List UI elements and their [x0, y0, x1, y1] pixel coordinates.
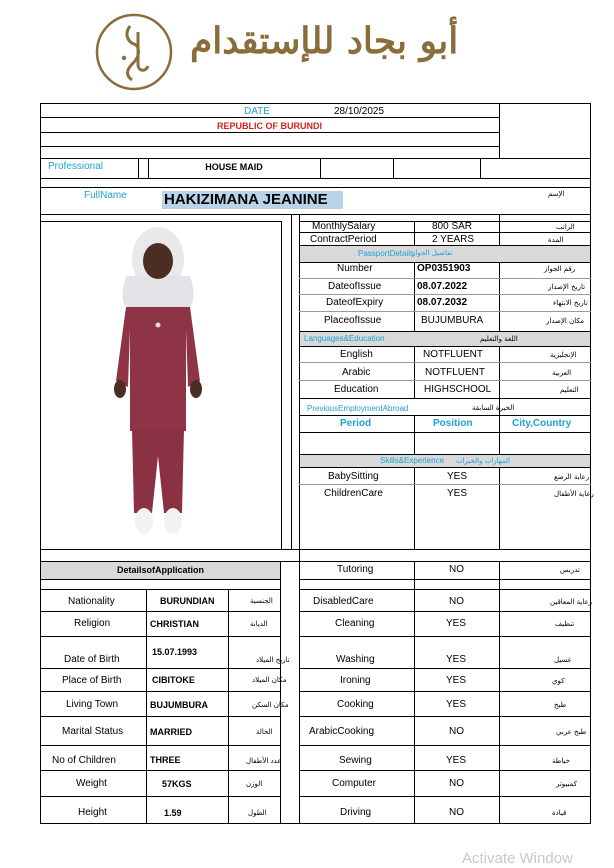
skill-arabiccooking-value: NO — [449, 726, 464, 737]
living-town-value: BUJUMBURA — [150, 700, 208, 710]
english-value: NOTFLUENT — [423, 349, 483, 360]
nationality-label: Nationality — [68, 596, 115, 607]
skill-driving-value: NO — [449, 807, 464, 818]
pob-value: CIBITOKE — [152, 675, 195, 685]
fullname-value: HAKIZIMANA JEANINE — [164, 191, 328, 208]
arabic-value: NOTFLUENT — [425, 367, 485, 378]
fullname-ar: الإسم — [548, 190, 565, 198]
salary-value: 800 SAR — [432, 221, 473, 232]
passport-expiry-label: DateofExpiry — [326, 297, 384, 308]
passport-issue-value: 08.07.2022 — [417, 281, 468, 292]
skill-disabledcare-label: DisabledCare — [313, 596, 374, 607]
passport-number-label: Number — [337, 263, 373, 274]
activate-windows-watermark: Activate Window — [462, 850, 573, 867]
skill-washing-value: YES — [446, 654, 467, 665]
skill-washing-label: Washing — [336, 654, 375, 665]
marital-status-label: Marital Status — [62, 726, 124, 737]
brand-emblem-icon — [94, 12, 174, 92]
skill-babysitting-value: YES — [447, 471, 468, 482]
height-label: Height — [78, 807, 107, 818]
passport-place-label: PlaceofIssue — [324, 315, 382, 326]
marital-status-value: MARRIED — [150, 727, 192, 737]
employment-section-label: PreviousEmploymentAbroad — [307, 404, 409, 413]
skill-sewing-value: YES — [446, 755, 467, 766]
religion-label: Religion — [74, 618, 111, 629]
english-label: English — [340, 349, 373, 360]
fullname-label: FullName — [84, 190, 127, 201]
skill-cleaning-value: YES — [446, 618, 467, 629]
date-value: 28/10/2025 — [334, 106, 385, 117]
languages-section-label: Languages&Education — [304, 334, 385, 343]
passport-expiry-value: 08.07.2032 — [417, 297, 468, 308]
arabic-label: Arabic — [342, 367, 371, 378]
education-label: Education — [334, 384, 379, 395]
skills-section-bar — [300, 455, 590, 467]
living-town-label: Living Town — [66, 699, 119, 710]
dob-label: Date of Birth — [64, 654, 120, 665]
salary-label: MonthlySalary — [312, 221, 376, 232]
form-top-border — [40, 103, 591, 104]
form-left-border — [40, 103, 41, 823]
children-label: No of Children — [52, 755, 116, 766]
professional-value: HOUSE MAID — [205, 162, 263, 172]
weight-value: 57KGS — [162, 779, 192, 789]
pob-label: Place of Birth — [62, 675, 122, 686]
skill-cleaning-label: Cleaning — [335, 618, 375, 629]
passport-number-value: OP0351903 — [417, 263, 471, 274]
skill-ironing-value: YES — [446, 675, 467, 686]
skill-tutoring-value: NO — [449, 564, 464, 575]
passport-section-label: PassportDetails — [358, 249, 415, 258]
form-right-border — [590, 103, 591, 823]
children-value: THREE — [150, 755, 181, 765]
skill-computer-label: Computer — [332, 778, 376, 789]
skill-arabiccooking-label: ArabicCooking — [309, 726, 375, 737]
brand-name: أبو بجاد للإستقدام — [190, 20, 459, 62]
date-label: DATE — [244, 106, 270, 117]
skill-babysitting-label: BabySitting — [328, 471, 379, 482]
education-value: HIGHSCHOOL — [424, 384, 492, 395]
nationality-value: BURUNDIAN — [160, 596, 215, 606]
contract-label: ContractPeriod — [310, 234, 377, 245]
application-section-label: DetailsofApplication — [116, 565, 204, 575]
religion-value: CHRISTIAN — [150, 619, 199, 629]
applicant-photo — [98, 221, 218, 541]
passport-issue-label: DateofIssue — [328, 281, 382, 292]
passport-place-value: BUJUMBURA — [421, 315, 484, 326]
skill-sewing-label: Sewing — [339, 755, 372, 766]
form-bottom-border — [40, 823, 591, 824]
employment-col-city: City,Country — [512, 418, 572, 429]
country-title: REPUBLIC OF BURUNDI — [217, 121, 322, 131]
skill-childrencare-value: YES — [447, 488, 468, 499]
weight-label: Weight — [76, 778, 107, 789]
skill-disabledcare-value: NO — [449, 596, 464, 607]
skill-driving-label: Driving — [340, 807, 372, 818]
skill-childrencare-label: ChildrenCare — [324, 488, 383, 499]
skill-cooking-label: Cooking — [337, 699, 374, 710]
employment-col-position: Position — [433, 418, 473, 429]
employment-col-period: Period — [340, 418, 372, 429]
skill-ironing-label: Ironing — [340, 675, 371, 686]
professional-label: Professional — [48, 161, 104, 172]
height-value: 1.59 — [164, 808, 182, 818]
middle-divider — [299, 214, 300, 823]
brand-logo — [94, 12, 174, 92]
skill-tutoring-label: Tutoring — [337, 564, 374, 575]
skill-computer-value: NO — [449, 778, 464, 789]
skills-section-label: Skills&Experience — [380, 456, 445, 465]
skill-cooking-value: YES — [446, 699, 467, 710]
contract-value: 2 YEARS — [432, 234, 475, 245]
dob-value: 15.07.1993 — [152, 647, 198, 657]
